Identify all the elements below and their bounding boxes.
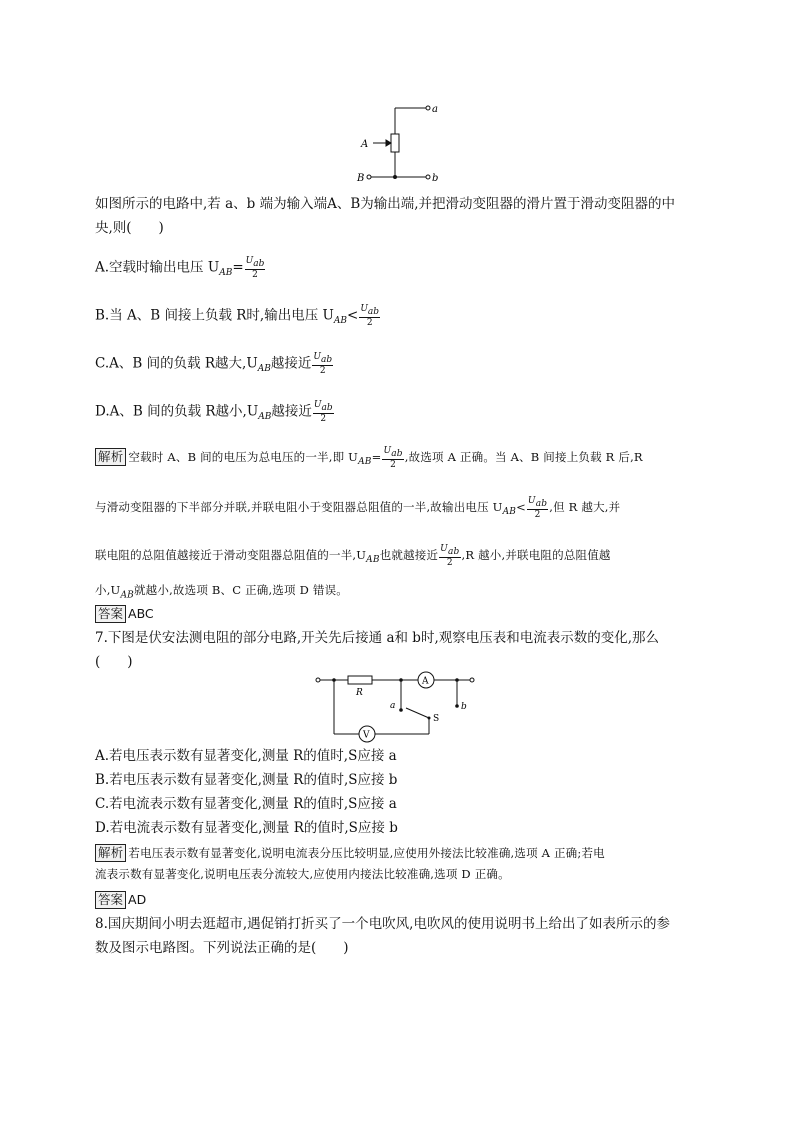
q6-analysis-line3: 联电阻的总阻值越接近于滑动变阻器总阻值的一半$,U_{AB}$也就越接近 $\frac{U_{ab}}{2}$ ,R 越小,并联电阻的总阻值越 [95, 544, 611, 568]
contact-b-label: b [461, 702, 467, 712]
q7-answer-tag: 答案 [95, 891, 126, 909]
q7-option-d: D.若电流表示数有显著变化,测量 R的值时,S应接 b [95, 820, 398, 836]
voltammetry-circuit-figure [312, 668, 480, 744]
q6-option-c: C.A、B 间的负载 R越大$,U_{AB}$越接近 $\frac{U_{ab}}{2}$ [95, 352, 333, 376]
q6-stem-line2: 央,则( ) [95, 220, 164, 236]
q7-stem-line1: 7.下图是伏安法测电阻的部分电路,开关先后接通 a和 b时,观察电压表和电流表示数的变化,那么 [95, 630, 660, 646]
q6-stem-line1: 如图所示的电路中,若 a、b 端为输入端A、B为输出端,并把滑动变阻器的滑片置于滑动变阻器的中 [95, 196, 676, 212]
ammeter-A-label: A [422, 676, 429, 687]
q6-analysis-line4: 小$,U_{AB}$就越小,故选项 B、C 正确,选项 D 错误。 [95, 583, 348, 601]
q6-analysis-line1: 解析 空载时 A、B 间的电压为总电压的一半,即 $U_{AB}=$ $\frac{U_{ab}}{2}$ ,故选项 A 正确。当 A、B 间接上负载 R 后,R [95, 446, 643, 470]
contact-a-label: a [390, 701, 396, 711]
q7-stem-line2: ( ) [95, 654, 133, 670]
terminal-a-label: a [432, 104, 438, 115]
q7-analysis-line1: 解析 若电压表示数有显著变化,说明电流表分压比较明显,应使用外接法比较准确,选项 A 正确;若电 [95, 844, 605, 862]
switch-S-label: S [433, 714, 440, 724]
q7-option-a: A.若电压表示数有显著变化,测量 R的值时,S应接 a [95, 748, 397, 764]
q7-answer: 答案 AD [95, 890, 146, 910]
q7-option-c: C.若电流表示数有显著变化,测量 R的值时,S应接 a [95, 796, 397, 812]
resistor-R-label: R [356, 688, 363, 698]
q6-answer-tag: 答案 [95, 605, 126, 623]
q6-option-d: D.A、B 间的负载 R越小$,U_{AB}$越接近 $\frac{U_{ab}}{2}$ [95, 400, 333, 424]
terminal-b-label: b [432, 173, 439, 184]
q6-option-a: A.空载时输出电压 $U_{AB}=$ $\frac{U_{ab}}{2}$ [95, 256, 265, 280]
q8-stem-line1: 8.国庆期间小明去逛超市,遇促销打折买了一个电吹风,电吹风的使用说明书上给出了如表所示的参 [95, 916, 670, 932]
potentiometer-circuit-figure [355, 98, 445, 184]
terminal-B-label: B [357, 173, 365, 184]
terminal-A-label: A [361, 139, 369, 150]
q6-analysis-tag: 解析 [95, 448, 126, 466]
q6-answer: 答案 ABC [95, 604, 154, 624]
voltmeter-V-label: V [363, 730, 370, 741]
q6-option-b: B.当 A、B 间接上负载 R时,输出电压 $U_{AB}<$ $\frac{U_{ab}}{2}$ [95, 304, 380, 328]
q6-analysis-line2: 与滑动变阻器的下半部分并联,并联电阻小于变阻器总阻值的一半,故输出电压 $U_{AB}<$ $\frac{U_{ab}}{2}$ ,但 R 越大,并 [95, 496, 621, 520]
q8-stem-line2: 数及图示电路图。下列说法正确的是( ) [95, 940, 349, 956]
q7-analysis-tag: 解析 [95, 844, 126, 862]
q7-analysis-line2: 流表示数有显著变化,说明电压表分流较大,应使用内接法比较准确,选项 D 正确。 [95, 867, 510, 881]
q7-option-b: B.若电压表示数有显著变化,测量 R的值时,S应接 b [95, 772, 398, 788]
